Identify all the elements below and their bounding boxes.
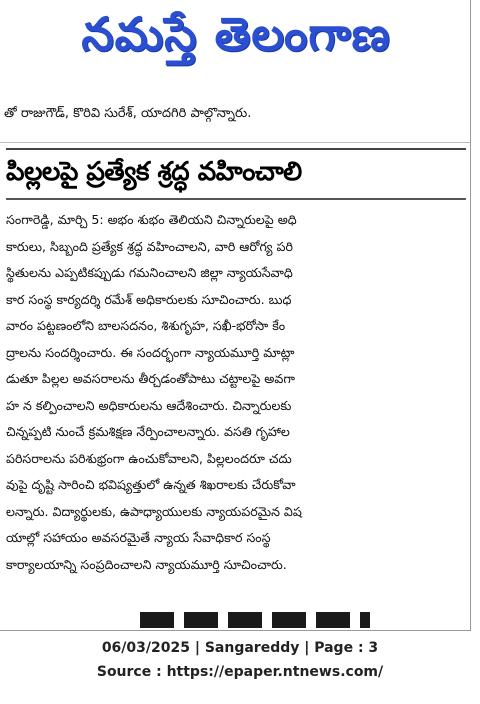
source-footer <box>0 636 480 684</box>
article-line: సంగారెడ్డి, మార్చి 5: అభం శుభం తెలియని చిన్నారులపై అధి <box>6 212 297 227</box>
previous-article-strip <box>0 96 470 136</box>
previous-article-text: తో రాజుగౌడ్, కొరివి సురేశ్, యాదగిరి పాల్గొన్నారు. <box>4 106 252 121</box>
article-line: వారం పట్టణంలోని బాలసదనం, శిశుగృహ, సఖీ-భరోసా కేం <box>6 318 286 333</box>
cutoff-heading-glyphs <box>140 612 370 628</box>
article-line: పరిసరాలను పరిశుభ్రంగా ఉంచుకోవాలని, పిల్లలందరూ చదు <box>6 450 292 466</box>
article-line: కారులు, సిబ్బంది ప్రత్యేక శ్రద్ధ వహించాలని, వారి ఆరోగ్య పరి <box>6 238 293 254</box>
article-line: డుతూ పిల్లల అవసరాలను తీర్చడంతోపాటు చట్టాలపై అవగా <box>6 371 295 386</box>
edition-info: 06/03/2025 | Sangareddy | Page : 3 <box>101 640 379 656</box>
article-headline: పిల్లలపై ప్రత్యేక శ్రద్ధ వహించాలి <box>6 157 302 187</box>
article-line: చిన్నప్పటి నుంచే క్రమశిక్షణ నేర్పించాలన్నారు. వసతి గృహాల <box>6 424 290 439</box>
section-divider <box>0 142 470 143</box>
article-line: కార సంస్థ కార్యదర్శి రమేశ్ అధికారులకు సూచించారు. బుధ <box>6 291 292 307</box>
newspaper-masthead <box>36 6 436 74</box>
article-line: వుపై దృష్టి సారించి భవిష్యత్తులో ఉన్నత శిఖరాలకు చేరుకోవా <box>6 477 296 492</box>
source-url: Source : https://epaper.ntnews.com/ <box>96 664 384 680</box>
article-line: ద్రాలను సందర్శించారు. ఈ సందర్భంగా న్యాయమూర్తి మాట్లా <box>6 344 295 360</box>
headline-rule <box>6 198 466 200</box>
article-body <box>6 207 456 587</box>
article-line: స్థితులను ఎప్పటికప్పుడు గమనించాలని జిల్లా న్యాయసేవాధి <box>6 265 293 280</box>
article-line: కార్యాలయాన్ని సంప్రదించాలని న్యాయమూర్తి సూచించారు. <box>6 556 287 572</box>
article-line: లన్నారు. విద్యార్థులకు, ఉపాధ్యాయులకు న్యాయపరమైన విష <box>6 503 302 519</box>
next-article-heading-cutoff <box>140 604 370 628</box>
article-line: యాల్లో సహాయం అవసరమైతే న్యాయ సేవాధికార సంస్థ <box>6 530 271 545</box>
masthead-title: నమస్తే తెలంగాణ <box>81 7 391 61</box>
article-line: హ న కల్పించాలని అధికారులను ఆదేశించారు. చిన్నారులకు <box>6 397 292 413</box>
article-headline-box <box>6 148 466 200</box>
